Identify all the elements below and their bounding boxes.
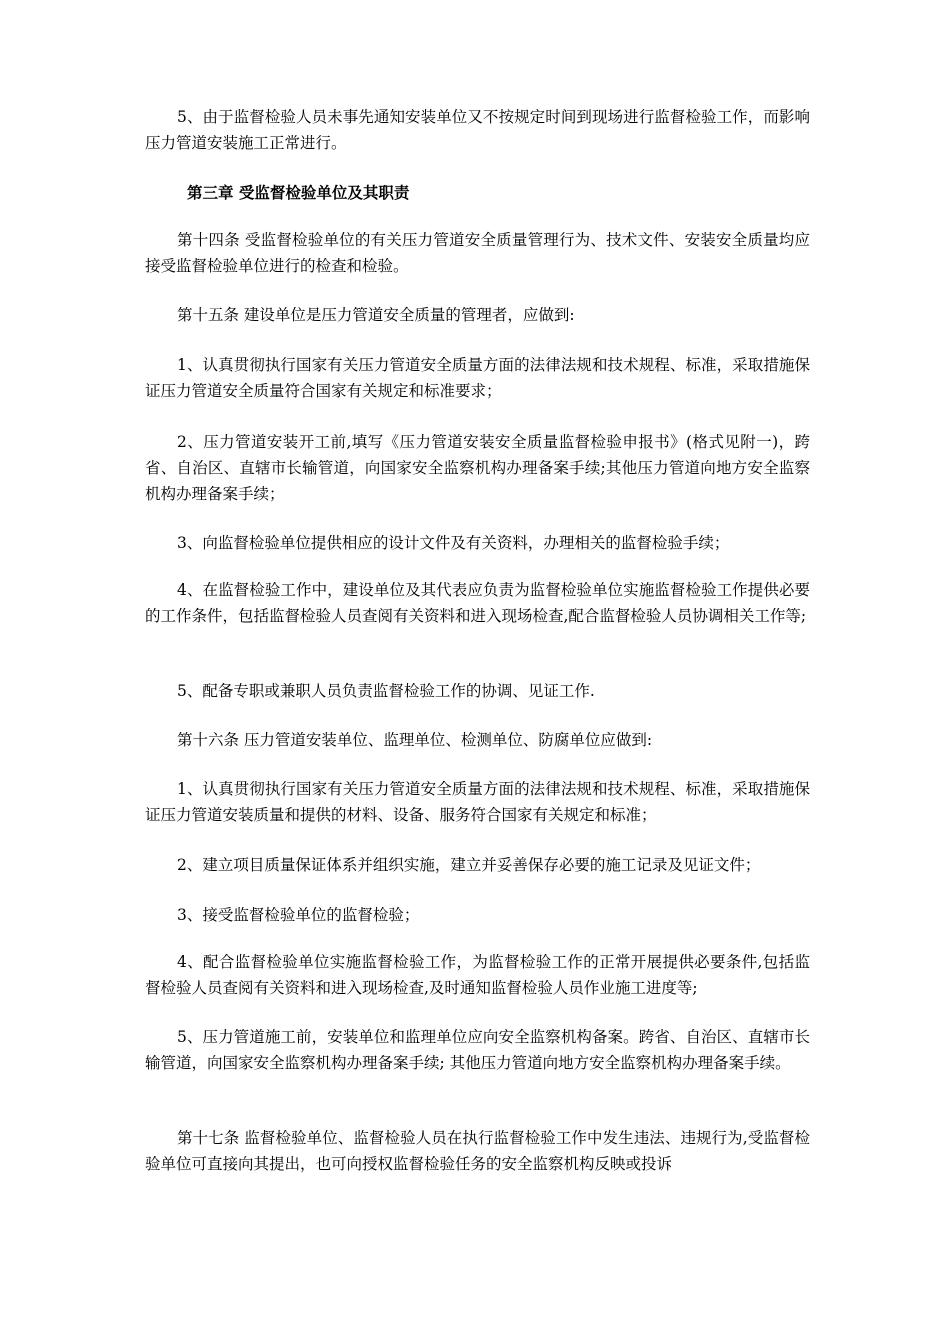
article-16-item-2: 2、建立项目质量保证体系并组织实施，建立并妥善保存必要的施工记录及见证文件； bbox=[177, 856, 761, 874]
paragraph-inspector-notice: 5、由于监督检验人员未事先通知安装单位又不按规定时间到现场进行监督检验工作，而影响压力管道安装施工正常进行。 bbox=[145, 108, 810, 152]
article-15-item-2: 2、压力管道安装开工前,填写《压力管道安装安全质量监督检验申报书》(格式见附一)，跨省、自治区、直辖市长输管道，向国家安全监察机构办理备案手续;其他压力管道向地方安全监察机构办理备案手续； bbox=[145, 433, 810, 503]
article-16-item-4: 4、配合监督检验单位实施监督检验工作，为监督检验工作的正常开展提供必要条件,包括监督检验人员查阅有关资料和进入现场检查,及时通知监督检验人员作业施工进度等; bbox=[145, 953, 810, 997]
article-16-item-1: 1、认真贯彻执行国家有关压力管道安全质量方面的法律法规和技术规程、标准，采取措施保证压力管道安装质量和提供的材料、设备、服务符合国家有关规定和标准； bbox=[145, 780, 810, 824]
article-15-item-5: 5、配备专职或兼职人员负责监督检验工作的协调、见证工作. bbox=[177, 682, 595, 700]
article-15: 第十五条 建设单位是压力管道安全质量的管理者，应做到: bbox=[177, 306, 575, 324]
article-15-item-4: 4、在监督检验工作中，建设单位及其代表应负责为监督检验单位实施监督检验工作提供必要的工作条件，包括监督检验人员查阅有关资料和进入现场检查,配合监督检验人员协调相关工作等; bbox=[145, 581, 810, 625]
article-17: 第十七条 监督检验单位、监督检验人员在执行监督检验工作中发生违法、违规行为,受监督检验单位可直接向其提出，也可向授权监督检验任务的安全监察机构反映或投诉 bbox=[145, 1129, 810, 1173]
chapter-heading: 第三章 受监督检验单位及其职责 bbox=[187, 183, 410, 202]
article-15-item-3: 3、向监督检验单位提供相应的设计文件及有关资料，办理相关的监督检验手续； bbox=[177, 534, 730, 552]
article-16-item-5: 5、压力管道施工前，安装单位和监理单位应向安全监察机构备案。跨省、自治区、直辖市长输管道，向国家安全监察机构办理备案手续; 其他压力管道向地方安全监察机构办理备案手续。 bbox=[145, 1028, 810, 1072]
article-15-item-1: 1、认真贯彻执行国家有关压力管道安全质量方面的法律法规和技术规程、标准，采取措施保证压力管道安全质量符合国家有关规定和标准要求； bbox=[145, 356, 810, 400]
article-16: 第十六条 压力管道安装单位、监理单位、检测单位、防腐单位应做到: bbox=[177, 731, 653, 749]
article-14: 第十四条 受监督检验单位的有关压力管道安全质量管理行为、技术文件、安装安全质量均应接受监督检验单位进行的检查和检验。 bbox=[145, 231, 810, 275]
article-16-item-3: 3、接受监督检验单位的监督检验； bbox=[177, 906, 420, 924]
